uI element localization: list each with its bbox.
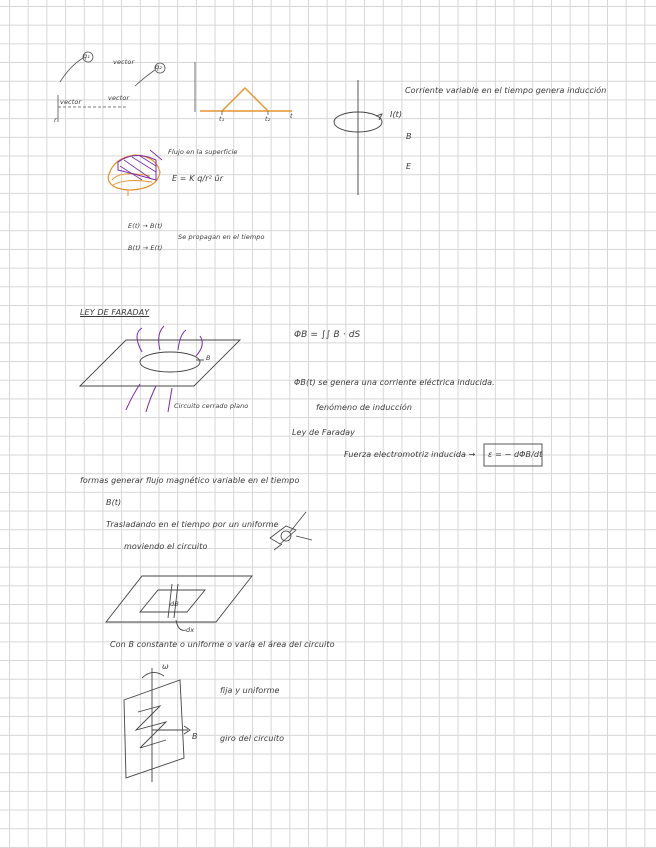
t1-label: t₁ (219, 115, 225, 123)
db-label: dB (170, 600, 179, 608)
vector-label-2: vector (60, 98, 82, 106)
current-label: I(t) (390, 110, 403, 119)
ways-intro: formas generar flujo magnético variable en el tiempo (80, 476, 300, 485)
emf-text: Fuerza electromotriz inducida → (344, 450, 476, 459)
phenomenon-note: fenómeno de inducción (316, 403, 412, 412)
plane (80, 340, 240, 386)
circuit-loop (140, 352, 200, 372)
note-right: Corriente variable en el tiempo genera inducción (405, 86, 607, 95)
rotate-note: fija y uniforme (220, 686, 280, 695)
constant-note: Con B constante o uniforme o varía el área del circuito (110, 640, 335, 649)
rotating-frame-sketch (124, 668, 190, 782)
way-item-2a: Trasladando en el tiempo por un uniforme (106, 520, 279, 529)
rotating-loop-small (270, 512, 312, 550)
b-of-t: B(t) → E(t) (128, 244, 163, 252)
circuit-label: Circuito cerrado plano (174, 402, 249, 410)
t2-label: t₂ (265, 115, 271, 123)
faraday-title: LEY DE FARADAY (80, 308, 150, 317)
axis-t-label: t (290, 112, 293, 120)
wire-sketch (334, 80, 382, 195)
propagate-note: Se propagan en el tiempo (178, 233, 265, 241)
frame (124, 680, 184, 778)
omega-arrow (142, 672, 164, 678)
e-field-label: E (406, 162, 412, 171)
e-of-t: E(t) → B(t) (128, 222, 163, 230)
e-formula: E = K q/r² ûr (172, 174, 224, 183)
axis-note: giro del circuito (220, 734, 285, 743)
b-field-label: B (406, 132, 412, 141)
dx-label: dx (186, 626, 195, 634)
inner-scribble (136, 706, 166, 748)
ways-b-label: B (192, 732, 198, 741)
charge-q1-label: q₁ (83, 52, 90, 60)
flux-induced-note: ΦB(t) se genera una corriente eléctrica inducida. (294, 378, 495, 387)
r-label: r (54, 116, 57, 124)
vector-label-1: vector (113, 58, 135, 66)
emf-formula: ε = − dΦB/dt (488, 450, 543, 459)
vector-arrow-2 (135, 70, 155, 86)
vector-arrow-1 (60, 58, 83, 82)
charge-q2-label: q₂ (155, 63, 162, 71)
flux-blob (108, 150, 162, 196)
flux-note: Flujo en la superficie (168, 148, 238, 156)
rail-plane (106, 576, 252, 622)
vector-label-3: vector (108, 94, 130, 102)
omega-label: ω (162, 662, 169, 671)
flux-formula: ΦB = ∫∫ B · dS (294, 330, 361, 340)
faraday-b-label: B (206, 354, 211, 362)
faraday-law-label: Ley de Faraday (292, 428, 356, 437)
moving-bar-sketch (106, 576, 252, 630)
charges-sketch (58, 52, 165, 122)
way-item-1: B(t) (106, 498, 122, 507)
way-item-2b: moviendo el circuito (124, 542, 208, 551)
faraday-plane-sketch (80, 340, 240, 386)
pulse-graph (195, 62, 292, 115)
triangle-pulse (222, 88, 268, 111)
